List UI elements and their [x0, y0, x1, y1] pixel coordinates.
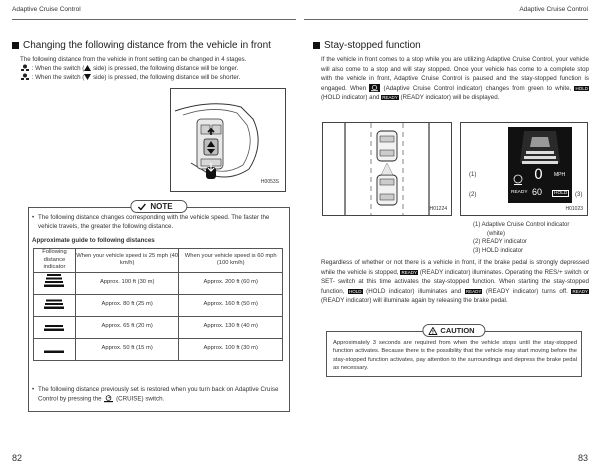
ready-indicator-icon: READY	[382, 95, 398, 100]
note-label: NOTE	[130, 200, 187, 213]
header-left: Adaptive Cruise Control	[12, 6, 81, 13]
section-title-distance	[12, 40, 271, 51]
caution-box	[326, 326, 582, 377]
meter-set-speed: 60	[532, 187, 543, 197]
distance-line-longer: : When the switch ( side) is pressed, the following distance will be longer.	[20, 64, 295, 74]
section-title-text: Changing the following distance from the vehicle in front	[23, 40, 271, 51]
ready-indicator-icon: READY	[401, 269, 417, 275]
legend-item-1-sub: (white)	[487, 230, 506, 237]
steering-switch-figure	[170, 88, 286, 192]
table-cell: Approx. 50 ft (15 m)	[75, 338, 179, 360]
note-checkmark-icon	[137, 203, 146, 211]
page-number-left: 82	[12, 453, 23, 463]
section-title-stay-stopped	[313, 40, 421, 51]
figure-code: H01224	[429, 206, 447, 212]
distance-line-shorter: : When the switch ( side) is pressed, the following distance will be shorter.	[20, 73, 295, 83]
table-cell: Approx. 100 ft (30 m)	[179, 338, 283, 360]
table-header-row	[34, 249, 283, 273]
meter-unit: MPH	[554, 172, 566, 178]
table-header: When your vehicle speed is 25 mph (40 km/h)	[75, 249, 179, 273]
meter-display	[508, 127, 572, 203]
meter-figure	[460, 122, 588, 216]
table-cell: Approx. 100 ft (30 m)	[75, 272, 179, 294]
road-figure	[322, 122, 452, 216]
table-header: When your vehicle speed is 60 mph (100 km/h)	[179, 249, 283, 273]
figure-code: H0053S	[260, 179, 279, 185]
table-cell: Approx. 200 ft (60 m)	[179, 272, 283, 294]
steering-switch-illustration	[171, 89, 285, 191]
table-cell: Approx. 130 ft (40 m)	[179, 316, 283, 338]
distance-bars-1-icon	[34, 338, 76, 360]
warning-triangle-icon	[428, 327, 437, 335]
callout-2: (2)	[469, 192, 477, 198]
section-title-text: Stay-stopped function	[324, 40, 421, 51]
legend-item-1: (1) Adaptive Cruise Control indicator	[473, 222, 570, 228]
guide-title: Approximate guide to following distances	[32, 237, 155, 244]
header-right: Adaptive Cruise Control	[519, 6, 588, 13]
figure-code: H01023	[565, 206, 583, 212]
caution-text: Approximately 3 seconds are required from when the vehicle stops until the stay-stopped function activates. Because there is the possibility that the vehicle may start moving before the stay-stopped function activates, pay attention to the surroundings and depress the brake pedal as necessary.	[333, 340, 577, 372]
table-row	[34, 316, 283, 338]
distance-bars-4-icon	[34, 272, 76, 294]
distance-switch-icon	[20, 64, 30, 72]
table-row	[34, 272, 283, 294]
page-number-right: 83	[577, 453, 588, 463]
distance-switch-icon	[20, 73, 30, 81]
meter-speed: 0	[534, 167, 543, 183]
meter-hold: HOLD	[554, 191, 568, 196]
indicator-legend	[473, 221, 593, 255]
note-bullet-1: • The following distance changes corresponding with the vehicle speed. The faster the vehicle travels, the greater the following distance.	[38, 214, 286, 232]
callout-3: (3)	[575, 192, 583, 198]
cruise-switch-icon	[103, 395, 114, 403]
table-row	[34, 338, 283, 360]
stay-stopped-paragraph-2: Regardless of whether or not there is a vehicle in front, if the brake pedal is strongly depressed while the vehicle is stopped, READY (READY indicator) illuminates. Operating the RES/+ switch or SET- switch at this time activates the stay-stopped function. When starting the stay-stopped function, HOLD (HOLD indicator) illuminates and READY (READY indicator) turns off. READY (READY indicator) will illuminate again by releasing the brake pedal.	[321, 259, 589, 304]
ready-indicator-icon: READY	[465, 288, 482, 294]
header-rule-right	[304, 19, 588, 20]
distance-intro: The following distance from the vehicle in front setting can be changed in 4 stages.	[20, 56, 247, 63]
hold-indicator-icon: HOLD	[349, 288, 362, 294]
distance-bars-2-icon	[34, 316, 76, 338]
table-cell: Approx. 160 ft (50 m)	[179, 294, 283, 316]
table-row	[34, 294, 283, 316]
distance-bars-3-icon	[34, 294, 76, 316]
section-marker-icon	[313, 42, 320, 49]
meter-ready: READY	[511, 190, 528, 195]
stay-stopped-paragraph-1: If the vehicle in front comes to a stop while you are utilizing Adaptive Cruise Control, your vehicle will also come to a stop and will stay stopped. Once your vehicle has come to a complete stop with the vehicle in front, Adaptive Cruise Control is paused and the stay-stopped function is engaged. When (Adaptive Cruise Control indicator) changes from green to white, HOLD (HOLD indicator) and READY (READY indicator) will be displayed.	[321, 56, 589, 101]
table-cell: Approx. 80 ft (25 m)	[75, 294, 179, 316]
header-rule-left	[12, 19, 296, 20]
table-cell: Approx. 65 ft (20 m)	[75, 316, 179, 338]
note-bullet-2: • The following distance previously set is restored when you turn back on Adaptive Cruise Control by pressing the (CRUISE) switch.	[38, 386, 286, 404]
stopped-vehicles-illustration	[323, 123, 451, 215]
hold-indicator-icon: HOLD	[575, 85, 588, 91]
section-marker-icon	[12, 42, 19, 49]
acc-indicator-icon	[369, 84, 380, 92]
table-header: Following distance indicator	[34, 249, 76, 273]
ready-indicator-icon: READY	[572, 288, 588, 294]
callout-1: (1)	[469, 172, 477, 178]
legend-item-3: (3) HOLD indicator	[473, 247, 524, 254]
caution-label: CAUTION	[422, 324, 485, 337]
distance-table	[33, 248, 283, 361]
legend-item-2: (2) READY indicator	[473, 239, 527, 246]
